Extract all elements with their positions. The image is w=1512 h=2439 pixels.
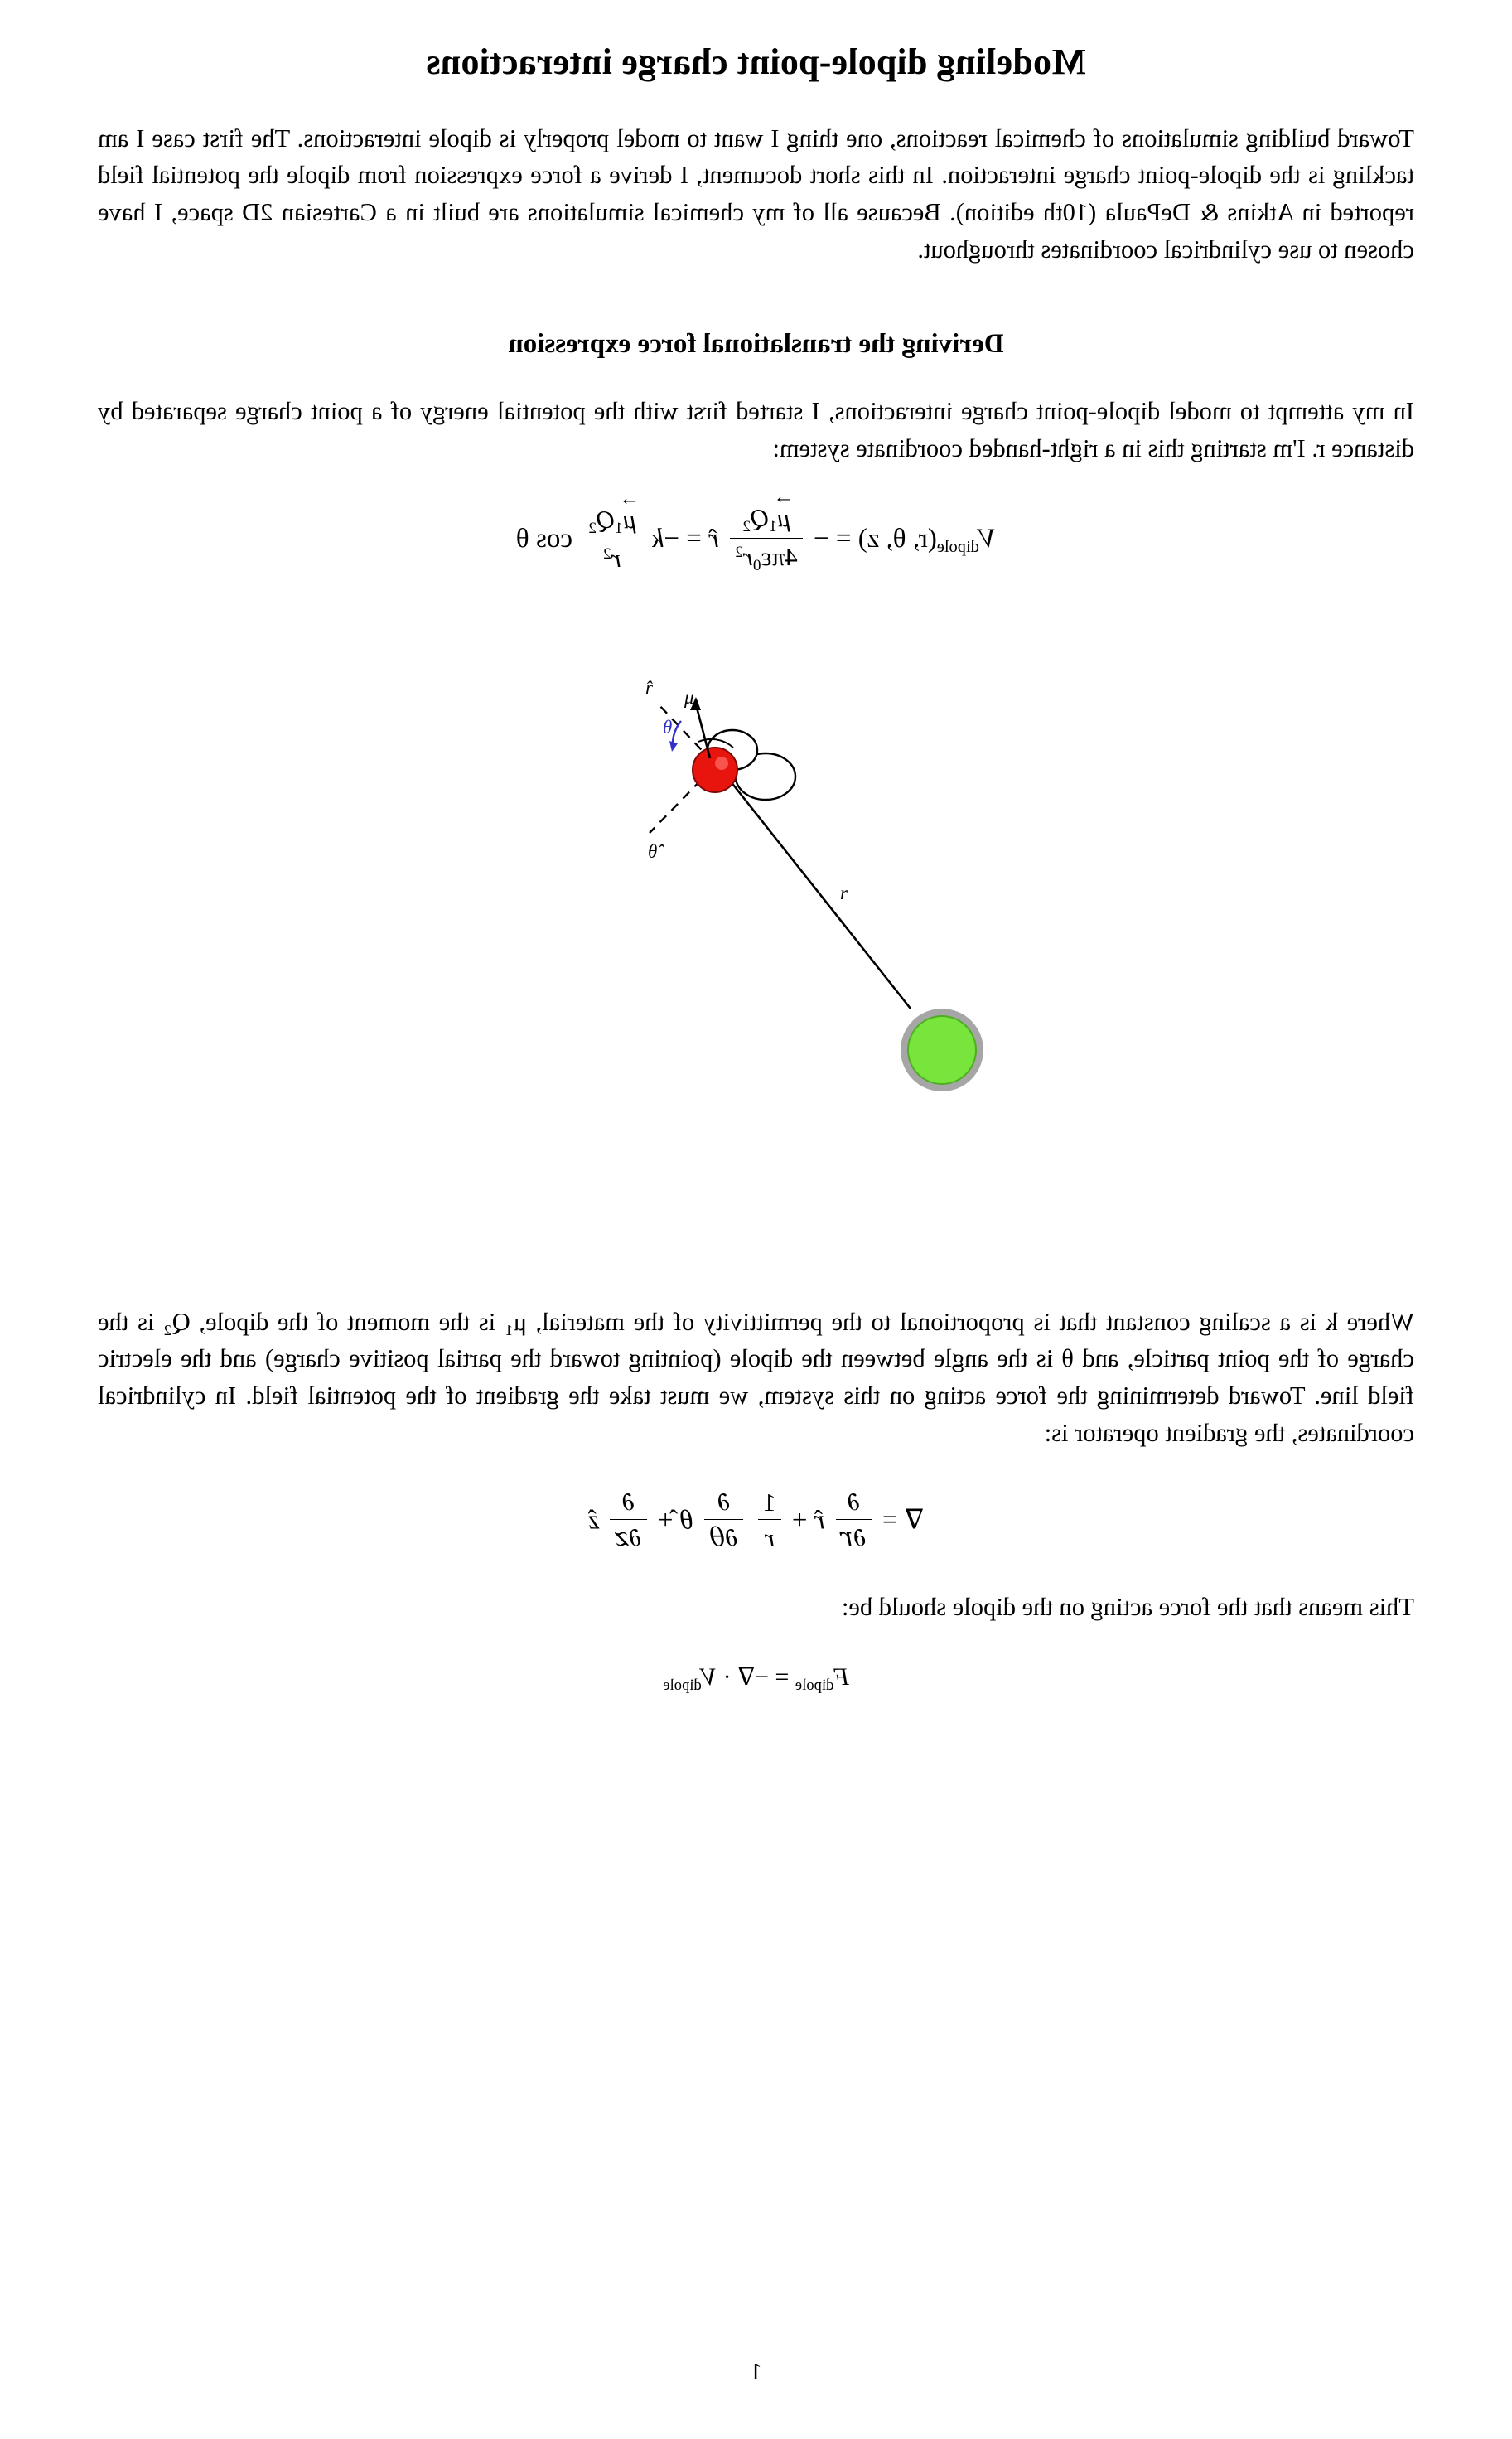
eq1-term2-mu: μ [622,504,636,534]
eq2-plus-1: + [791,1504,808,1535]
page-number: 1 [750,2359,762,2385]
eq3-dot: · [722,1662,732,1691]
eq2-nabla: ∇ [904,1504,924,1535]
section-heading-translational-force: Deriving the translational force expression [508,329,1004,360]
eq1-term1-eps-sub: 0 [752,557,761,575]
dipole-atom-highlight [716,757,729,770]
eq1-term1-denominator [730,539,803,576]
eq2-term2-theta-hat: θ̂ [679,1504,693,1535]
eq3-equals: = [775,1662,790,1691]
eq2-prefactor-den: r [764,1523,775,1553]
eq1-term1-q: Q [750,502,770,532]
eq2-term3-den: ∂z [615,1522,642,1553]
eq1-term2-r-exp: 2 [603,544,611,563]
eq2-term2-num: ∂ [704,1487,743,1521]
eq3-lhs-symbol: F [833,1662,849,1691]
eq1-term1-mu-sub: 1 [769,517,777,535]
eq1-term1-r: r [742,542,753,572]
eq1-term1-4pieps: 4πε [761,542,798,572]
eq1-equals-2: = [686,523,702,554]
point-charge-atom [909,1016,977,1084]
eq2-term2-den: ∂θ [709,1522,738,1553]
eq3-rhs-subscript: dipole [663,1676,702,1694]
dipole-atom [693,748,738,792]
eq1-term2-sign: − [664,523,679,554]
eq2-term2-fraction [704,1487,743,1555]
label-theta: θ [663,716,673,738]
label-r-hat: r̂ [645,676,654,698]
theta-angle-arrowhead [670,741,679,752]
eq1-lhs-args: (r, θ, z) [857,523,937,554]
label-r-distance: r [840,882,848,903]
eq1-term2-denominator [583,540,640,574]
intro-paragraph: Toward building simulations of chemical reactions, one thing I want to model properly is dipole interactions. The first case I am tackling is the dipole-point charge interaction. In this short document, I derive a force expression from dipole the potential field reported in Atkins & DePaula (10th edition). Because all of my chemical simulations are built in a Cartesian 2D space, I have chosen to use cylindrical coordinates throughout. [98,123,1414,264]
eq2-term1-r-hat: r̂ [814,1504,825,1535]
setup-paragraph: In my attempt to model dipole-point charge interactions, I started first with the potential energy of a point charge separated by distance r. I'm starting this in a right-handed coordinate system: [98,397,1414,462]
eq1-term1-r-exp: 2 [735,543,743,561]
eq2-term1-fraction [836,1487,872,1555]
equation-dipole-potential [98,486,1414,578]
eq1-term2-mu-sub: 1 [615,519,623,537]
geometry-diagram [442,611,1071,1274]
eq1-term1-sign: − [813,523,829,554]
eq2-equals: = [882,1504,898,1535]
figure-dipole-point-charge-geometry [98,611,1414,1282]
eq3-lhs-subscript: dipole [795,1676,834,1694]
eq1-term1-numerator: → μ1Q2 [730,502,803,540]
eq1-term1-mu: μ [776,502,790,532]
eq1-equals-1: = [835,523,852,554]
eq1-term2-fraction [583,487,640,574]
eq2-term3-z-hat: ẑ [588,1504,599,1535]
eq1-term2-r: r [611,544,621,573]
eq2-plus-2: + [657,1504,674,1535]
eq1-term2-k: k [651,523,664,554]
eq1-term2-q: Q [596,504,616,534]
eq1-term2-theta: θ [515,523,529,554]
eq3-rhs-symbol: V [701,1662,717,1691]
eq1-term2-cos: cos [536,523,572,554]
eq2-term1-num: ∂ [836,1487,872,1521]
eq1-term2-q-sub: 2 [588,519,597,537]
force-intro-paragraph: This means that the force acting on the dipole should be: [841,1593,1414,1622]
eq2-term1-den: ∂r [840,1522,867,1553]
eq1-lhs-subscript: dipole [936,538,979,557]
eq1-term1-r-hat: r̂ [708,523,719,554]
eq2-prefactor-num: 1 [758,1487,781,1521]
eq1-lhs-symbol: V [978,523,997,554]
eq1-term1-q-sub: 2 [742,517,751,535]
eq1-term2-numerator: → μ1Q2 [583,504,640,541]
eq3-nabla: ∇ [737,1662,756,1691]
figure-canvas [442,611,1071,1274]
r-distance-line [725,773,911,1009]
where-paragraph: Where k is a scaling constant that is proportional to the permittivity of the material, μ₁ is the moment of the dipole, Q₂ is the charge of the point particle, and θ is the angle between the dipole (pointing toward the partial positive charge) and the electric field line. Toward determining the force acting on this system, we must take the gradient of the potential field. In cylindrical coordinates, the gradient operator is: [98,1307,1414,1447]
eq2-term3-num: ∂ [610,1487,646,1521]
eq3-minus: − [755,1662,769,1691]
page-title: Modeling dipole-point charge interactions [426,41,1086,82]
label-theta-hat: θ̂ [648,840,658,862]
eq2-term3-fraction [610,1487,646,1555]
label-mu1: $\mu_1$ [684,686,701,711]
eq1-term1-fraction [730,486,803,576]
eq2-prefactor-fraction [758,1487,781,1555]
equation-gradient-operator [98,1488,1414,1556]
equation-dipole-force [98,1662,1414,1695]
